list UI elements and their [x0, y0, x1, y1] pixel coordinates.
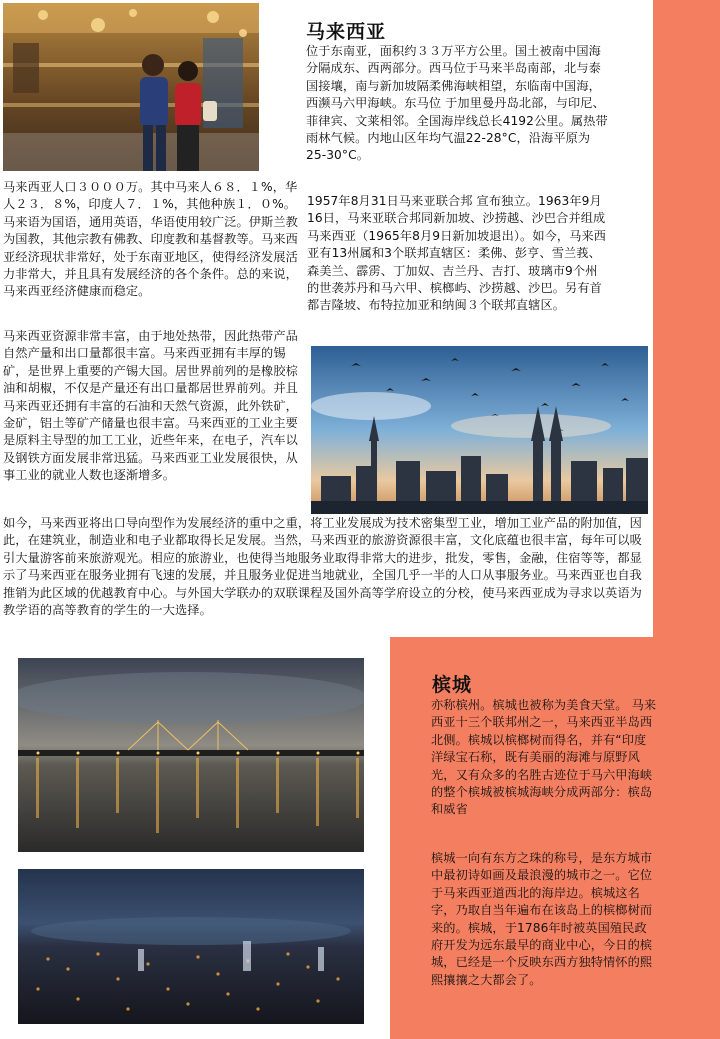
penang-intro-paragraph: 亦称槟州。槟城也被称为美食天堂。 马来西亚十三个联邦州之一，马来西亚半岛西北侧。槟城以槟榔树而得名，并有“印度洋绿宝石称，既有美丽的海滩与原野风光，又有众多的名胜古迹位于马六甲海峡的整个槟城被槟城海峡分成两部分：槟岛和威省 [431, 698, 657, 817]
penang-title: 槟城 [432, 674, 473, 696]
history-paragraph: 1957年8月31日马来亚联合邦 宣布独立。1963年9月16日，马来亚联合邦同新加坡、沙捞越、沙巴合并组成马来西亚（1965年8月9日新加坡退出）。如今，马来西亚有13州属和3个联邦直辖区：柔佛、彭亨、雪兰莪、森美兰、霹雳、丁加奴、吉兰丹、吉打、玻璃市9个州的世袭苏丹和马六甲、槟榔屿、沙捞越、沙巴。另有首都吉隆坡、布特拉加亚和纳闽３个联邦直辖区。 [307, 194, 607, 313]
mall-couple-photo [3, 3, 259, 171]
malaysia-title: 马来西亚 [306, 21, 387, 43]
penang-history-paragraph: 槟城一向有东方之珠的称号，是东方城市中最初诗如画及最浪漫的城市之一。它位于马来西亚道西北的海岸边。槟城这名字，乃取自当年遍布在该岛上的槟榔树而来的。槟城，于1786年时被英国殖民政府开发为远东最早的商业中心，今日的槟城，已经是一个反映东西方独特情怀的熙熙攘攘之大都会了。 [431, 851, 653, 987]
penang-bridge-photo [18, 658, 364, 852]
accent-band-right [653, 0, 720, 637]
kuala-lumpur-skyline-photo [311, 346, 648, 514]
malaysia-intro-paragraph: 位于东南亚，面积约３３万平方公里。国土被南中国海分隔成东、西两部分。西马位于马来半岛南部，北与泰国接壤，南与新加坡隔柔佛海峡相望，东临南中国海，西濒马六甲海峡。东马位 于加里曼丹岛北部，与印尼、菲律宾、文莱相邻。全国海岸线总长4192公里。属热带雨林气候。内地山区年均气温22-28°C，沿海平原为25-30°C。 [306, 44, 608, 163]
penang-night-city-photo [18, 869, 364, 1024]
resources-paragraph: 马来西亚资源非常丰富，由于地处热带，因此热带产品自然产量和出口量都很丰富。马来西亚拥有丰厚的锡矿，是世界上重要的产锡大国。居世界前列的是橡胶棕油和胡椒，不仅是产量还有出口量都居世界前列。并且马来西亚还拥有丰富的石油和天然气资源，此外铁矿，金矿，铝土等矿产储量也很丰富。马来西亚的工业主要是原料主导型的加工工业，近些年来，在电子，汽车以及钢铁方面发展非常迅猛。马来西亚工业发展很快，从事工业的就业人数也逐渐增多。 [3, 329, 298, 483]
economy-paragraph: 如今，马来西亚将出口导向型作为发展经济的重中之重，将工业发展成为技术密集型工业，增加工业产品的附加值，因此，在建筑业，制造业和电子业都取得长足发展。当然，马来西亚的旅游资源很丰富，文化底蕴也很丰富，每年可以吸引大量游客前来旅游观光。相应的旅游业，也使得当地服务业取得非常大的进步，批发，零售，金融，住宿等等，都显示了马来西亚在服务业拥有飞速的发展，并且服务业促进当地就业，全国几乎一半的人口从事服务业。马来西亚也自我推销为此区域的优越教育中心。与外国大学联办的双联课程及国外高等学府设立的分校，使马来西亚成为寻求以英语为教学语的高等教育的学生的一大选择。 [3, 516, 642, 618]
population-paragraph: 马来西亚人口３０００万。其中马来人６８．１%，华人２３．８%，印度人７．１%，其他种族１．０%。马来语为国语，通用英语，华语使用较广泛。伊斯兰教为国教，其他宗教有佛教、印度教和基督教等。马来西亚经济现状非常好，处于东南亚地区，使得经济发展活力非常大，并且具有发展经济的各个条件。总的来说，马来西亚经济健康而稳定。 [3, 180, 298, 299]
